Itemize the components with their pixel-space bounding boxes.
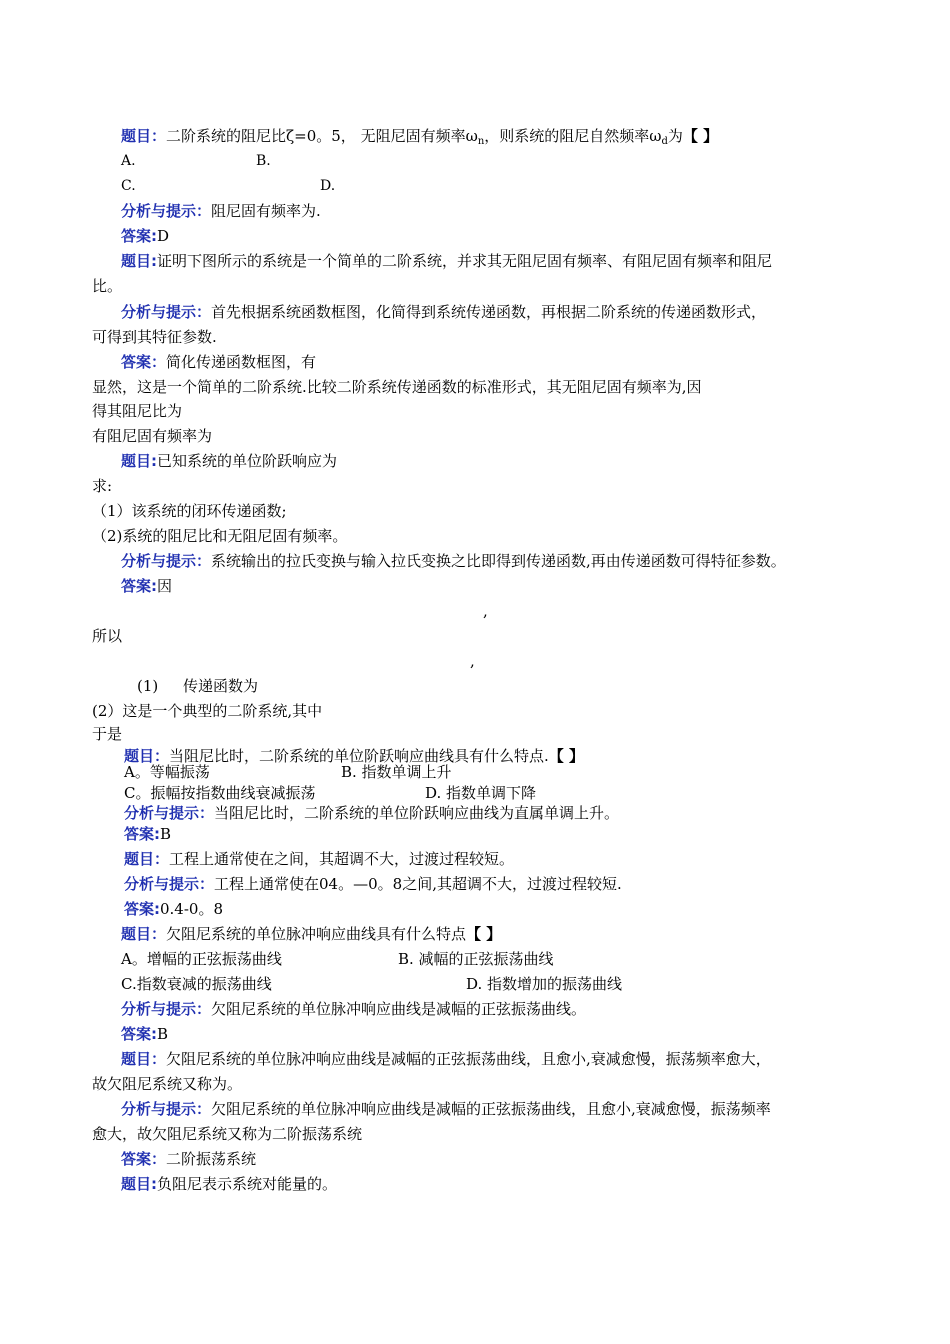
q8-question-line <box>121 1174 337 1194</box>
q7-analysis-line <box>121 1099 771 1119</box>
q3-ask: 求: <box>92 477 113 495</box>
q3-solution-1-text: 传递函数为 <box>183 677 259 695</box>
q1-text-a: 二阶系统的阻尼比ζ=0。5， 无阻尼固有频率ω <box>166 127 478 145</box>
analysis-label: 分析与提示： <box>121 552 212 570</box>
q6-question-line <box>121 924 501 944</box>
analysis-label: 分析与提示： <box>124 875 215 893</box>
q3-comma-2: , <box>470 652 475 670</box>
answer-label: 答案: <box>121 1025 157 1043</box>
q3-question-line <box>121 451 337 471</box>
answer-bracket: 【 】 <box>548 747 585 765</box>
question-label: 题目： <box>124 850 170 868</box>
question-label: 题目: <box>121 252 157 270</box>
q6-analysis: 欠阻尼系统的单位脉冲响应曲线是减幅的正弦振荡曲线。 <box>211 1000 587 1018</box>
q1-option-d: D. <box>320 178 336 194</box>
answer-label: 答案: <box>121 577 157 595</box>
q1-answer: D <box>157 227 170 245</box>
q1-option-c: C. <box>121 178 136 194</box>
q1-sub-n: n <box>477 136 485 147</box>
answer-label: 答案: <box>124 900 160 918</box>
q6-option-c: C.指数衰减的振荡曲线 <box>121 975 272 993</box>
q3-item-1: （1）该系统的闭环传递函数; <box>92 502 287 520</box>
q3-analysis: 系统输出的拉氏变换与输入拉氏变换之比即得到传递函数,再由传递函数可得特征参数。 <box>211 552 786 570</box>
q8-text: 负阻尼表示系统对能量的。 <box>157 1175 338 1193</box>
answer-label: 答案: <box>121 227 157 245</box>
q7-answer: 二阶振荡系统 <box>166 1150 257 1168</box>
q3-solution-2: (2）这是一个典型的二阶系统,其中 <box>92 702 323 720</box>
q7-text: 欠阻尼系统的单位脉冲响应曲线是减幅的正弦振荡曲线，且愈小,衰减愈慢，振荡频率愈大， <box>166 1050 771 1068</box>
q5-analysis: 工程上通常使在04。—0。8之间,其超调不大，过渡过程较短. <box>214 875 622 893</box>
q6-option-b: B. 减幅的正弦振荡曲线 <box>398 950 554 968</box>
q2-analysis-line <box>121 302 766 322</box>
q1-analysis-line <box>121 201 321 221</box>
q2-body-line1: 显然，这是一个简单的二阶系统.比较二阶系统传递函数的标准形式，其无阻尼固有频率为,因 <box>92 378 702 396</box>
question-label: 题目： <box>121 127 167 145</box>
q2-body-line3: 有阻尼固有频率为 <box>92 427 213 445</box>
q4-analysis: 当阻尼比时，二阶系统的单位阶跃响应曲线为直属单调上升。 <box>214 804 620 822</box>
q3-solution-1-number: (1) <box>137 677 159 695</box>
q3-solution-3: 于是 <box>92 725 123 743</box>
q3-item-2: （2)系统的阻尼比和无阻尼固有频率。 <box>92 527 348 545</box>
q4-analysis-line <box>124 803 619 823</box>
q1-option-a: A. <box>121 153 136 169</box>
q4-answer: B <box>160 825 172 843</box>
q4-answer-line <box>124 824 171 844</box>
q2-answer: 简化传递函数框图，有 <box>166 353 317 371</box>
q5-text: 工程上通常使在之间，其超调不大，过渡过程较短。 <box>169 850 515 868</box>
q4-option-d: D. 指数单调下降 <box>425 784 537 802</box>
q6-answer: B <box>157 1025 169 1043</box>
q1-text-c: 为 <box>667 127 683 145</box>
q1-question-line <box>121 126 718 152</box>
q6-option-d: D. 指数增加的振荡曲线 <box>466 975 623 993</box>
q7-answer-line <box>121 1149 256 1169</box>
q1-option-b: B. <box>256 153 271 169</box>
q7-text-line2: 故欠阻尼系统又称为。 <box>92 1075 243 1093</box>
q3-answer-line <box>121 576 172 596</box>
q2-analysis-line2: 可得到其特征参数. <box>92 328 217 346</box>
question-label: 题目: <box>121 1175 157 1193</box>
analysis-label: 分析与提示： <box>121 303 212 321</box>
answer-label: 答案: <box>124 825 160 843</box>
answer-label: 答案： <box>121 1150 167 1168</box>
q3-comma-1: , <box>483 602 488 620</box>
q7-analysis: 欠阻尼系统的单位脉冲响应曲线是减幅的正弦振荡曲线，且愈小,衰减愈慢，振荡频率 <box>211 1100 771 1118</box>
q6-text: 欠阻尼系统的单位脉冲响应曲线具有什么特点 <box>166 925 467 943</box>
q5-answer-line <box>124 899 223 919</box>
analysis-label: 分析与提示： <box>121 202 212 220</box>
q3-so: 所以 <box>92 627 123 645</box>
q5-answer: 0.4-0。8 <box>160 900 224 918</box>
question-label: 题目: <box>121 452 157 470</box>
q5-analysis-line <box>124 874 622 894</box>
question-label: 题目： <box>121 1050 167 1068</box>
q5-question-line <box>124 849 514 869</box>
q1-answer-line <box>121 226 169 246</box>
q2-text: 证明下图所示的系统是一个简单的二阶系统，并求其无阻尼固有频率、有阻尼固有频率和阻尼 <box>157 252 773 270</box>
q2-question-line <box>121 251 772 271</box>
q2-answer-line <box>121 352 316 372</box>
q6-option-a: A。增幅的正弦振荡曲线 <box>121 950 282 968</box>
answer-bracket: 【 】 <box>466 925 502 943</box>
q2-analysis: 首先根据系统函数框图，化简得到系统传递函数，再根据二阶系统的传递函数形式， <box>211 303 767 321</box>
answer-label: 答案： <box>121 353 167 371</box>
q3-text: 已知系统的单位阶跃响应为 <box>157 452 338 470</box>
q1-analysis: 阻尼固有频率为. <box>211 202 321 220</box>
q7-question-line <box>121 1049 771 1069</box>
q2-body-line2: 得其阻尼比为 <box>92 402 183 420</box>
q3-answer: 因 <box>157 577 173 595</box>
analysis-label: 分析与提示： <box>121 1100 212 1118</box>
question-label: 题目： <box>121 925 167 943</box>
q4-text: 当阻尼比时，二阶系统的单位阶跃响应曲线具有什么特点. <box>169 747 549 765</box>
question-label: 题目： <box>124 747 170 765</box>
q1-sub-d: d <box>661 136 668 147</box>
q3-analysis-line <box>121 551 786 571</box>
analysis-label: 分析与提示： <box>124 804 215 822</box>
q4-option-c: C。振幅按指数曲线衰减振荡 <box>124 784 316 802</box>
q1-text-b: ，则系统的阻尼自然频率ω <box>484 127 662 145</box>
q6-answer-line <box>121 1024 168 1044</box>
answer-bracket: 【 】 <box>682 127 719 145</box>
analysis-label: 分析与提示： <box>121 1000 212 1018</box>
q6-analysis-line <box>121 999 586 1019</box>
q4-option-b: B. 指数单调上升 <box>341 763 452 781</box>
q2-text-line2: 比。 <box>92 277 123 295</box>
q4-option-a: A。等幅振荡 <box>124 763 210 781</box>
q7-analysis-line2: 愈大，故欠阻尼系统又称为二阶振荡系统 <box>92 1125 363 1143</box>
